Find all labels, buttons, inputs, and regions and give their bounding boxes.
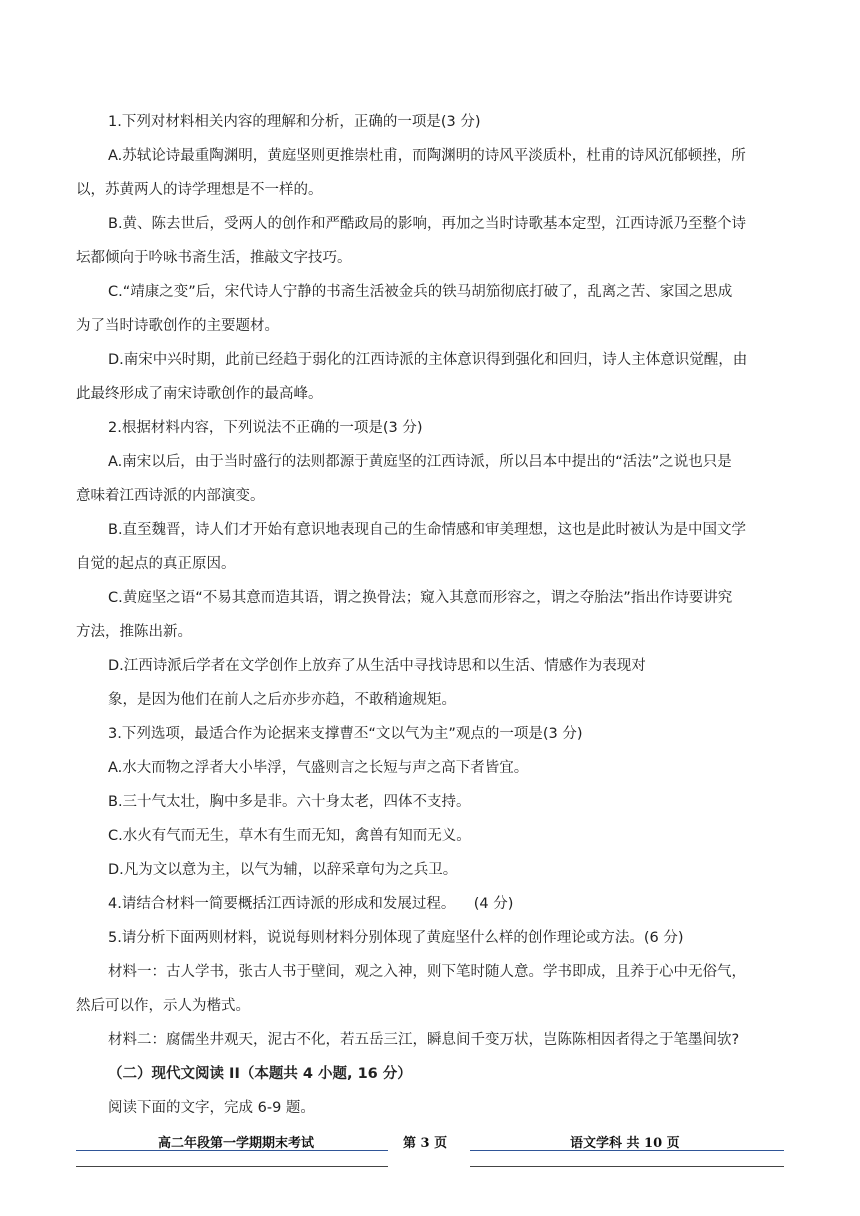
q2-option-b-line2: 自觉的起点的真正原因。 bbox=[76, 556, 236, 572]
footer-page-number: 第 3 页 bbox=[403, 1136, 448, 1151]
material-2: 材料二：腐儒坐井观天，泥古不化，若五岳三江，瞬息间千变万状，岂陈陈相因者得之于笔墨间欤? bbox=[108, 1032, 740, 1048]
footer-underline-left bbox=[76, 1166, 388, 1167]
q1-option-c-line1: C.“靖康之变”后，宋代诗人宁静的书斋生活被金兵的铁马胡笳彻底打破了，乱离之苦、家国之思成 bbox=[108, 284, 733, 300]
question-1-stem: 1.下列对材料相关内容的理解和分析，正确的一项是(3 分) bbox=[108, 114, 481, 130]
question-3-stem: 3.下列选项，最适合作为论据来支撑曹丕“文以气为主”观点的一项是(3 分) bbox=[108, 726, 583, 742]
q3-option-d: D.凡为文以意为主，以气为辅，以辞采章句为之兵卫。 bbox=[108, 862, 458, 878]
q3-option-c: C.水火有气而无生，草木有生而无知，禽兽有知而无义。 bbox=[108, 828, 471, 844]
question-5: 5.请分析下面两则材料，说说每则材料分别体现了黄庭坚什么样的创作理论或方法。(6 分) bbox=[108, 930, 684, 946]
q3-option-b: B.三十气太壮，胸中多是非。六十身太老，四体不支持。 bbox=[108, 794, 471, 810]
q2-option-d-line2: 象，是因为他们在前人之后亦步亦趋，不敢稍逾规矩。 bbox=[108, 692, 456, 708]
q1-option-a-line1: A.苏轼论诗最重陶渊明，黄庭坚则更推崇杜甫，而陶渊明的诗风平淡质朴，杜甫的诗风沉郁顿挫，所 bbox=[108, 148, 746, 164]
material-1-line1: 材料一：古人学书，张古人书于壁间，观之入神，则下笔时随人意。学书即成，且养于心中无俗气， bbox=[108, 964, 746, 980]
q3-option-a: A.水大而物之浮者大小毕浮，气盛则言之长短与声之高下者皆宜。 bbox=[108, 760, 529, 776]
footer-subject-pages: 语文学科 共 10 页 bbox=[570, 1136, 680, 1151]
question-4: 4.请结合材料一简要概括江西诗派的形成和发展过程。 (4 分) bbox=[108, 896, 514, 912]
q1-option-c-line2: 为了当时诗歌创作的主要题材。 bbox=[76, 318, 279, 334]
question-2-stem: 2.根据材料内容，下列说法不正确的一项是(3 分) bbox=[108, 420, 423, 436]
material-1-line2: 然后可以作，示人为楷式。 bbox=[76, 998, 250, 1014]
q1-option-d-line1: D.南宋中兴时期，此前已经趋于弱化的江西诗派的主体意识得到强化和回归，诗人主体意识觉醒，由 bbox=[108, 352, 748, 368]
q2-option-b-line1: B.直至魏晋，诗人们才开始有意识地表现自己的生命情感和审美理想，这也是此时被认为是中国文学 bbox=[108, 522, 747, 538]
section-heading: （二）现代文阅读 II（本题共 4 小题, 16 分） bbox=[108, 1066, 412, 1082]
footer-underline-right bbox=[470, 1166, 784, 1167]
q1-option-a-line2: 以，苏黄两人的诗学理想是不一样的。 bbox=[76, 182, 323, 198]
q2-option-a-line1: A.南宋以后，由于当时盛行的法则都源于黄庭坚的江西诗派，所以吕本中提出的“活法”之说也只是 bbox=[108, 454, 732, 470]
q2-option-c-line1: C.黄庭坚之语“不易其意而造其语，谓之换骨法；窥入其意而形容之，谓之夺胎法”指出作诗要讲究 bbox=[108, 590, 733, 606]
q1-option-b-line2: 坛都倾向于吟咏书斋生活，推敲文字技巧。 bbox=[76, 250, 352, 266]
q2-option-a-line2: 意味着江西诗派的内部演变。 bbox=[76, 488, 265, 504]
footer-rule-left bbox=[76, 1150, 388, 1151]
q2-option-c-line2: 方法，推陈出新。 bbox=[76, 624, 192, 640]
footer-exam-title: 高二年段第一学期期末考试 bbox=[158, 1136, 315, 1151]
q1-option-d-line2: 此最终形成了南宋诗歌创作的最高峰。 bbox=[76, 386, 323, 402]
q1-option-b-line1: B.黄、陈去世后，受两人的创作和严酷政局的影响，再加之当时诗歌基本定型，江西诗派乃至整个诗 bbox=[108, 216, 747, 232]
reading-instruction: 阅读下面的文字，完成 6-9 题。 bbox=[108, 1100, 315, 1116]
q2-option-d-line1: D.江西诗派后学者在文学创作上放弃了从生活中寻找诗思和以生活、情感作为表现对 bbox=[108, 658, 646, 674]
footer-rule-right bbox=[470, 1150, 784, 1151]
